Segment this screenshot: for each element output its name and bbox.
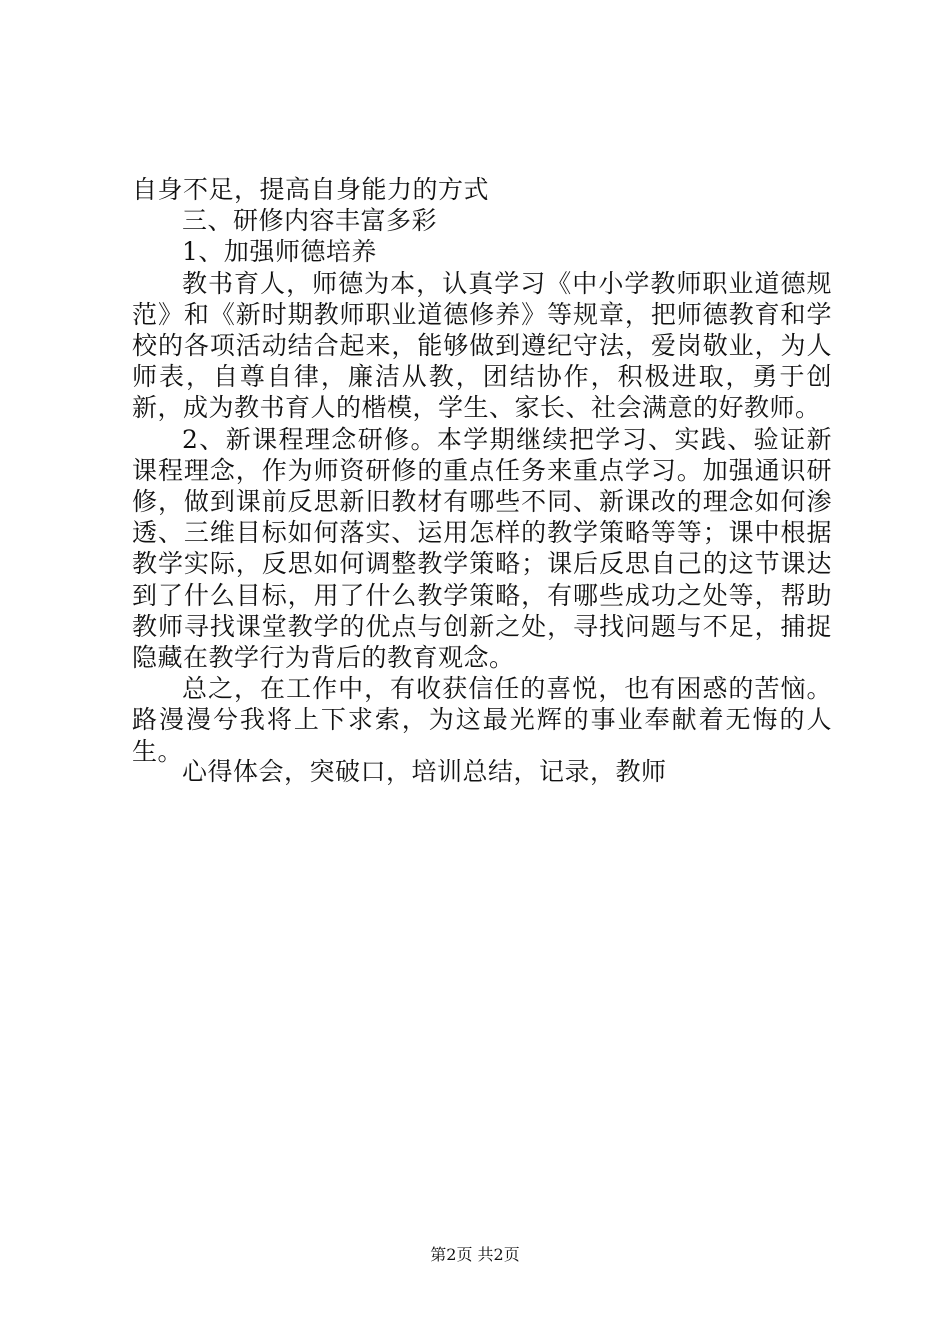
section-heading: 三、研修内容丰富多彩: [182, 206, 438, 236]
subsection-heading: 1、加强师德培养: [182, 237, 377, 267]
page-footer: 第2页 共2页: [430, 1245, 520, 1264]
document-body: [132, 174, 832, 767]
paragraph-continuation: 自身不足，提高自身能力的方式: [132, 175, 490, 204]
paragraph-ethics: 教书育人，师德为本，认真学习《中小学教师职业道德规范》和《新时期教师职业道德修养》等规章，把师德教育和学校的各项活动结合起来，能够做到遵纪守法，爱岗敬业，为人师表，自尊自律，廉洁从教，团结协作，积极进取，勇于创新，成为教书育人的楷模，学生、家长、社会满意的好教师。: [132, 268, 832, 423]
paragraph-new-curriculum: 2、新课程理念研修。本学期继续把学习、实践、验证新课程理念，作为师资研修的重点任务来重点学习。加强通识研修，做到课前反思新旧教材有哪些不同、新课改的理念如何渗透、三维目标如何落实、运用怎样的教学策略等等；课中根据教学实际，反思如何调整教学策略；课后反思自己的这节课达到了什么目标，用了什么教学策略，有哪些成功之处等，帮助教师寻找课堂教学的优点与创新之处，寻找问题与不足，捕捉隐藏在教学行为背后的教育观念。: [132, 424, 832, 673]
keywords-line: 心得体会，突破口，培训总结，记录，教师: [182, 757, 667, 786]
paragraph-conclusion: 总之，在工作中，有收获信任的喜悦，也有困惑的苦恼。路漫漫兮我将上下求索，为这最光辉的事业奉献着无悔的人生。: [132, 674, 832, 766]
